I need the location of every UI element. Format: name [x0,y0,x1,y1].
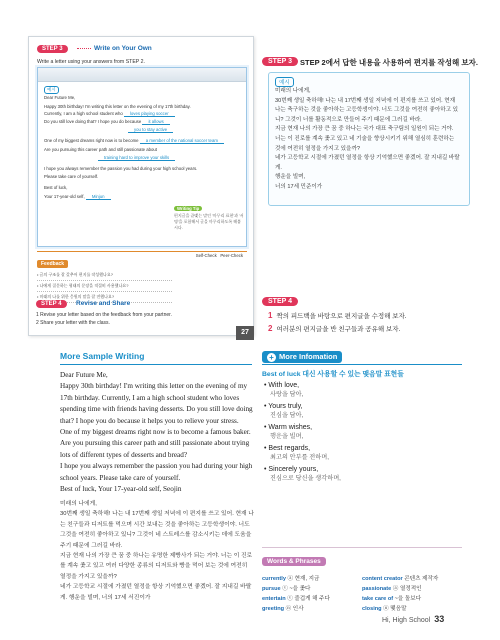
feedback-row: • 나에게 질문하는 형태의 문장을 적절히 사용했나요? [37,281,172,292]
example-line: 나는 축구하는 것을 좋아하는 고등학생이야. 너도 그것을 여전히 좋아하고 있 [275,107,459,114]
step3-tag: STEP 3 [262,57,298,66]
example-line: 네가 고등학교 시절에 가졌던 열정을 항상 기억했으면 좋겠어. 잘 지내길 바랄게. [275,155,460,171]
example-line: 너는 이 진로를 계속 좇고 있고 네 기술을 향상시키기 위해 열심히 훈련하는 [275,135,455,142]
word-entry: entertain ⓥ 즐겁게 해 주다 [262,596,330,602]
sample-writing-rule [60,364,252,365]
sample-en-para: Best of luck, Your 17-year-old self, Seojin [60,485,182,494]
plus-icon: + [267,353,276,362]
writing-tip [174,206,244,231]
feedback-row: • 글의 구조를 잘 갖추어 편지를 작성했나요? [37,270,172,281]
list-item: • Best regards, 최고의 안부를 전하며, [264,445,329,461]
example-line: 지금 현재 나의 가장 큰 꿈 중 하나는 국가 대표 축구팀의 일원이 되는 거야. [275,126,454,133]
words-phrases-box [262,547,462,612]
letter-line: Happy 30th birthday! I'm writing this letter on the evening of my 17th birthday. [44,104,191,109]
letter-line: Best of luck, [44,185,68,190]
writing-tip-title: Writing Tip [174,206,202,211]
list-item: • Sincerely yours, 진심으로 당신을 생각하며, [264,466,341,482]
feedback-columns: Self-Check Peer-Check [195,253,243,258]
sample-en-para: One of my biggest dreams right now is to become a famous baker. Are you pursuing this career path and still passionate about trying lots of different types of desserts and bread? [60,428,251,459]
letter-line: you to stay active [128,127,173,132]
book-example-label: 예시 [44,86,59,94]
step4-item: 2 여러분의 편지글을 반 친구들과 공유해 보자. [268,324,401,333]
book-step4-item: 1 Revise your letter based on the feedback from your partner. [36,312,172,318]
words-phrases-title: Words & Phrases [262,557,326,566]
list-item: • Warm wishes, 행운을 빌며, [264,424,313,440]
words-grid [262,574,462,612]
more-info-title: + More Infomation [262,351,342,363]
book-step4-item: 2 Share your letter with the class. [36,320,110,326]
word-entry: closing ⓝ 맺음말 [362,606,407,612]
sample-writing-title: More Sample Writing [60,351,145,361]
book-step4 [28,300,254,340]
letter-line: Currently, I am a high school student who loves playing soccer [44,111,175,116]
letter-line: One of my biggest dreams right now is to become a member of the national soccer team [44,138,224,143]
word-entry: pursue ⓥ ~을 좇다 [262,586,311,592]
step3-title: STEP 2에서 답한 내용을 사용하여 편지를 작성해 보자. [300,58,478,67]
sample-en-para: I hope you always remember the passion you had during your high school years. Please take care of yourself. [60,462,253,482]
list-item: • With love, 사랑을 담아, [264,382,304,398]
page-number: 33 [434,614,445,624]
sample-en-para: Dear Future Me, [60,371,108,379]
letter-line: Dear Future Me, [44,95,76,100]
word-entry: greeting ⓝ 인사 [262,606,304,612]
step4-tag: STEP 4 [262,297,298,306]
book-page-number: 27 [236,326,254,340]
korean-example-box [268,72,470,206]
letter-line: Your 17-year-old self, Minjun [44,194,111,199]
feedback-row: • 미래의 나를 위한 응원의 말을 잘 전했나요? [37,292,172,303]
sample-ko-para: 미래의 나에게, [60,501,97,507]
example-line: 행운을 빌며, [275,174,306,181]
sample-en-para: Happy 30th birthday! I'm writing this letter on the evening of my 17th birthday. Currently, I am a high school student who loves spending time with friends having desserts. Do you still love doing that? I hope you do because it helps you to relieve your stress. [60,382,253,425]
letter-line: I hope you always remember the passion you had during your high school years. [44,166,198,171]
word-entry: passionate ⓐ 열정적인 [362,586,422,592]
example-line: 미래의 나에게, [275,88,311,94]
word-entry: take care of ~을 돌보다 [362,596,422,602]
example-line: 니? 그것이 너를 활동적으로 만들어 주기 때문에 그러길 바라. [275,116,422,123]
footer-label: Hi, High School [382,617,431,624]
sample-ko-para: 지금 현재 나의 가장 큰 꿈 중 하나는 유명한 제빵사가 되는 거야. 너는 이 진로를 계속 좇고 있고 여러 다양한 종류의 디저트와 빵을 먹어 보는 것에 여전히 열정을 가지고 있을까? [60,553,253,580]
writing-tip-text: 편지글을 끝맺는 말인 '마무리 표현'과 '서명'을 포함해서 글을 마무리하도록 해봅시다. [174,213,244,230]
step4-item: 1 짝의 피드백을 바탕으로 편지글을 수정해 보자. [268,311,407,320]
letter-line: Please take care of yourself. [44,174,99,179]
letter-window [37,67,247,247]
sample-writing-english [60,370,254,495]
letter-line: Are you pursuing this career path and still passionate about [44,147,157,152]
sample-ko-para: 네가 고등학교 시절에 가졌던 열정을 항상 기억했으면 좋겠어. 잘 지내길 바랄게. 행운을 빌며, 너의 17세 서진이가 [60,584,252,601]
example-label: 예시 [275,77,294,87]
closing-phrase-list [264,382,454,487]
book-step4-title: Revise and Share [76,300,131,307]
word-entry: content creator 콘텐츠 제작자 [362,576,439,582]
example-line: 30번째 생일 축하해! 나는 내 17번째 생일 저녁에 이 편지를 쓰고 있어. 현재 [275,97,456,104]
letter-line: training hard to improve your skills [98,155,175,160]
example-line: 것에 여전히 열정을 가지고 있을까? [275,145,360,152]
book-step3-tag: STEP 3 [37,45,68,53]
page-footer [382,614,444,624]
list-item: • Yours truly, 진심을 담아, [264,403,304,419]
book-instruction: Write a letter using your answers from STEP 2. [37,59,145,65]
sample-writing-korean [60,499,254,603]
letter-line: Do you still love doing that? I hope you do because it allows [44,119,170,124]
sample-ko-para: 30번째 생일 축하해! 나는 내 17번째 생일 저녁에 이 편지를 쓰고 있어. 현재 나는 친구들과 디저트를 먹으며 시간 보내는 것을 좋아하는 고등학생이야. 너도 그것을 여전히 좋아하고 있니? 그것이 네 스트레스를 감소시키는 데에 도움을 주기 때문에 그러길 바라. [60,511,254,549]
book-step3-title: Write on Your Own [77,45,152,52]
more-info-rule [262,364,462,365]
letter-window-header [38,68,246,82]
textbook-page-thumbnail [28,36,254,336]
more-info-subtitle: Best of luck 대신 사용할 수 있는 맺음말 표현들 [262,371,404,378]
example-line: 너의 17세 민준이가 [275,183,323,190]
feedback-label: Feedback [37,260,68,268]
word-entry: currently ⓐ 현재, 지금 [262,576,320,582]
book-step4-tag: STEP 4 [36,300,67,308]
